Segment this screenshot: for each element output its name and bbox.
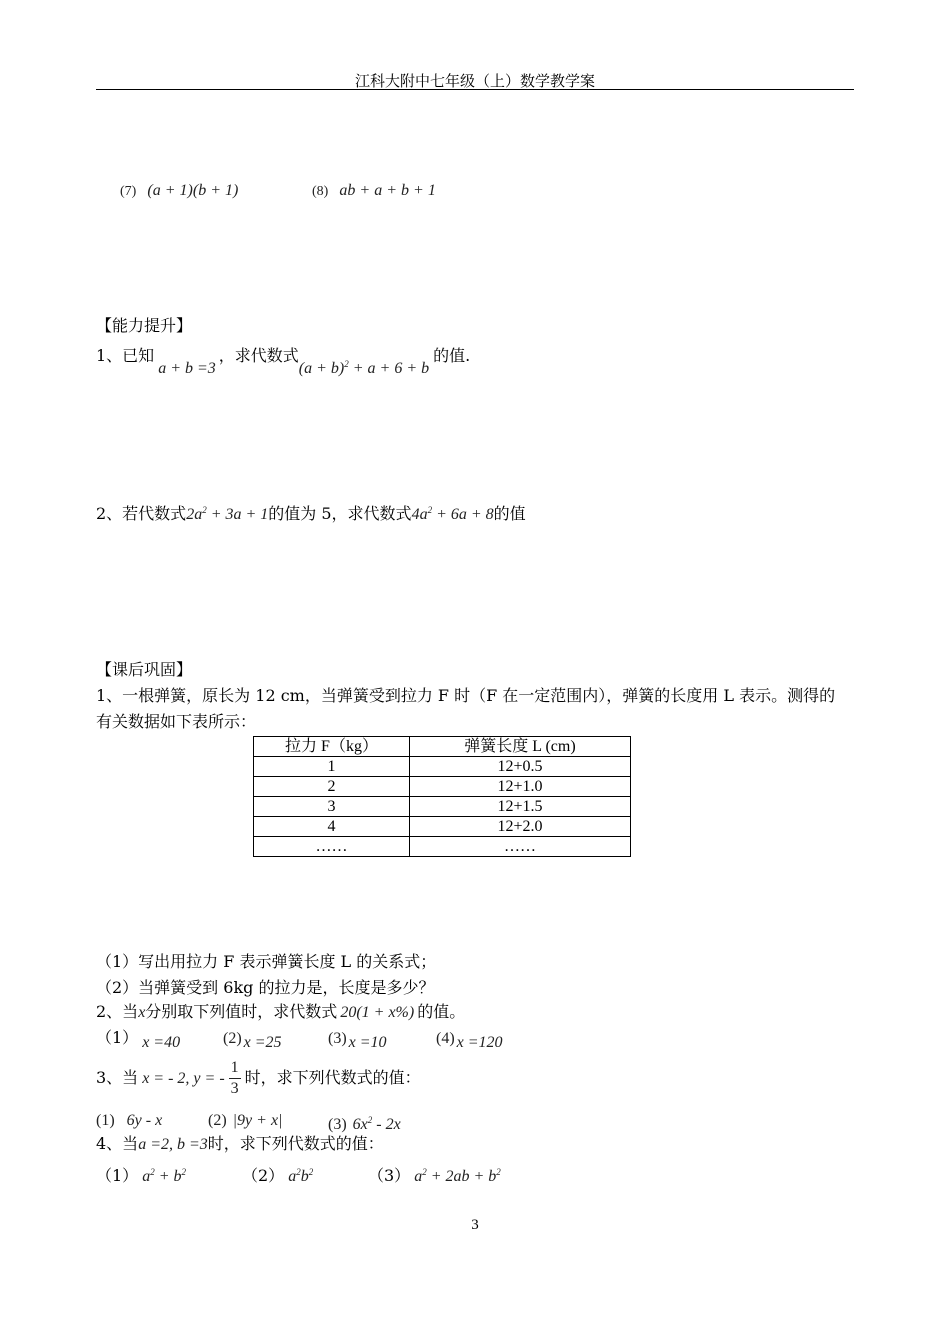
- table-cell: 12+2.0: [410, 817, 631, 837]
- table-header-row: [254, 737, 631, 757]
- review-q2-prefix: 2、当: [96, 1002, 139, 1021]
- item-7: [120, 180, 238, 200]
- ability-q2-expr1: [186, 506, 268, 523]
- review-heading: 【课后巩固】: [96, 660, 193, 679]
- item-8-label: (8): [312, 184, 329, 199]
- option-expr: x =10: [348, 1034, 387, 1051]
- review-q4-suffix: 时，求下列代数式的值：: [207, 1134, 384, 1153]
- ability-q1-expression: [299, 360, 429, 377]
- option-expr: x =25: [243, 1034, 282, 1051]
- review-q2-expr: 20(1 + x%): [340, 1004, 415, 1021]
- review-q1-sub2: （2）当弹簧受到 6kg 的拉力是，长度是多少？: [96, 978, 435, 997]
- ability-q2-prefix: 2、若代数式: [96, 504, 187, 523]
- ability-q2: [96, 500, 526, 525]
- ability-q1-expr-exp: 2: [344, 359, 349, 369]
- review-q3-opt-3: [328, 1110, 401, 1135]
- ability-q2-expr2-exp: 2: [427, 505, 433, 515]
- option-expr-b-exp: 2: [496, 1167, 501, 1177]
- option-expr-b-exp: 2: [308, 1167, 314, 1177]
- review-q2-mid: 分别取下列值时，求代数式: [145, 1002, 338, 1021]
- ability-q2-mid: 的值为 5，求代数式: [268, 504, 412, 523]
- page-number: 3: [471, 1217, 479, 1233]
- option-label: （1）: [96, 1028, 139, 1047]
- spring-data-table: [253, 736, 631, 857]
- option-expr: x =40: [142, 1034, 181, 1051]
- review-q4: [96, 1134, 384, 1155]
- review-q2-suffix: 的值。: [417, 1002, 466, 1021]
- option-expr: [414, 1168, 501, 1185]
- option-expr-a-exp: 2: [422, 1167, 427, 1177]
- item-8-expr: ab + a + b + 1: [339, 182, 436, 199]
- ability-q2-expr2-a: 4a: [411, 506, 428, 523]
- option-label: (3): [328, 1116, 347, 1133]
- table-cell: 1: [254, 757, 410, 777]
- table-cell: ……: [254, 837, 410, 857]
- review-q4-opt-1: [96, 1162, 186, 1187]
- option-label: (2): [223, 1030, 242, 1047]
- review-q2-opt-1: [96, 1028, 180, 1049]
- review-q1-line2: 有关数据如下表所示：: [96, 712, 257, 731]
- option-expr-a: a: [288, 1168, 297, 1185]
- option-expr-exp: 2: [367, 1115, 373, 1125]
- review-q4-opt-3: [368, 1162, 501, 1187]
- page-header-title: 江科大附中七年级（上）数学教学案: [354, 72, 595, 90]
- table-header-cell: 拉力 F（kg）: [254, 737, 410, 757]
- option-label: (4): [436, 1030, 455, 1047]
- table-row: [254, 817, 631, 837]
- option-expr-a-exp: 2: [150, 1167, 155, 1177]
- item-8: [312, 180, 436, 200]
- review-q2-opt-2: [223, 1028, 282, 1049]
- ability-q1: [96, 342, 471, 377]
- table-row: [254, 757, 631, 777]
- table-cell: 12+1.5: [410, 797, 631, 817]
- option-label: (1): [96, 1112, 115, 1129]
- table-cell: 4: [254, 817, 410, 837]
- table-cell: 3: [254, 797, 410, 817]
- review-q2-opt-3: [328, 1028, 387, 1049]
- option-expr-a: a: [414, 1168, 423, 1185]
- review-q2-opt-4: [436, 1028, 503, 1049]
- review-q4-opt-2: [242, 1162, 313, 1187]
- option-expr: [142, 1168, 186, 1185]
- ability-q1-expr-rest: + a + 6 + b: [348, 360, 430, 377]
- review-q4-prefix: 4、当: [96, 1134, 139, 1153]
- ability-q1-condition: a + b =3: [158, 360, 216, 377]
- review-q3-opt-2: [208, 1110, 282, 1131]
- fraction-numerator: 1: [229, 1058, 241, 1079]
- review-q1-line1: 1、一根弹簧，原长为 12 cm，当弹簧受到拉力 F 时（F 在一定范围内），弹簧的长度用 L 表示。测得的: [96, 686, 836, 705]
- review-q3-opt-1: [96, 1110, 162, 1131]
- table-row: [254, 837, 631, 857]
- review-q2-var: x: [138, 1004, 146, 1021]
- table-row: [254, 797, 631, 817]
- review-q3: [96, 1058, 421, 1099]
- option-label: (2): [208, 1112, 227, 1129]
- option-expr-a: 6x: [352, 1116, 368, 1133]
- option-expr: [288, 1168, 313, 1185]
- table-cell: 12+1.0: [410, 777, 631, 797]
- review-q3-suffix: 时，求下列代数式的值：: [244, 1068, 421, 1087]
- ability-q2-expr2-b: + 6a + 8: [432, 506, 494, 523]
- ability-heading: 【能力提升】: [96, 316, 193, 335]
- option-expr: [353, 1116, 401, 1133]
- header-rule: [96, 89, 854, 90]
- ability-q2-expr1-exp: 2: [202, 505, 207, 515]
- option-expr-b: + b: [154, 1168, 182, 1185]
- ability-q2-expr2: [412, 506, 494, 523]
- table-cell: ……: [410, 837, 631, 857]
- ability-q1-prefix: 1、已知: [96, 346, 155, 365]
- fraction-denominator: 3: [230, 1080, 239, 1097]
- option-expr-b: b: [300, 1168, 309, 1185]
- ability-q2-suffix: 的值: [493, 504, 526, 523]
- option-label: （3）: [368, 1166, 411, 1185]
- option-expr-b: + 2ab + b: [426, 1168, 497, 1185]
- option-expr: 6y - x: [126, 1112, 163, 1129]
- review-q3-fraction: [229, 1058, 241, 1099]
- option-expr-b-exp: 2: [181, 1167, 186, 1177]
- item-7-expr: (a + 1)(b + 1): [147, 182, 239, 199]
- option-expr-a: a: [142, 1168, 151, 1185]
- table-cell: 2: [254, 777, 410, 797]
- table-cell: 12+0.5: [410, 757, 631, 777]
- option-label: （2）: [242, 1166, 285, 1185]
- option-label: (3): [328, 1030, 347, 1047]
- ability-q1-mid: ，求代数式: [218, 346, 299, 365]
- review-q3-condition: x = - 2, y = -: [142, 1070, 225, 1087]
- option-expr-a-exp: 2: [296, 1167, 301, 1177]
- ability-q1-suffix: 的值.: [433, 346, 471, 365]
- review-q4-condition: a =2, b =3: [138, 1136, 208, 1153]
- table-row: [254, 777, 631, 797]
- table-header-cell: 弹簧长度 L (cm): [410, 737, 631, 757]
- option-expr-b: - 2x: [372, 1116, 401, 1133]
- option-expr: |9y + x|: [232, 1112, 283, 1129]
- ability-q2-expr1-b: + 3a + 1: [206, 506, 269, 523]
- review-q1-sub1: （1）写出用拉力 F 表示弹簧长度 L 的关系式；: [96, 952, 437, 971]
- ability-q2-expr1-a: 2a: [186, 506, 203, 523]
- review-q2: [96, 1002, 465, 1023]
- item-7-label: (7): [120, 184, 137, 199]
- option-label: （1）: [96, 1166, 139, 1185]
- option-expr: x =120: [456, 1034, 503, 1051]
- review-q3-prefix: 3、当: [96, 1068, 139, 1087]
- ability-q1-expr-base: (a + b): [298, 360, 345, 377]
